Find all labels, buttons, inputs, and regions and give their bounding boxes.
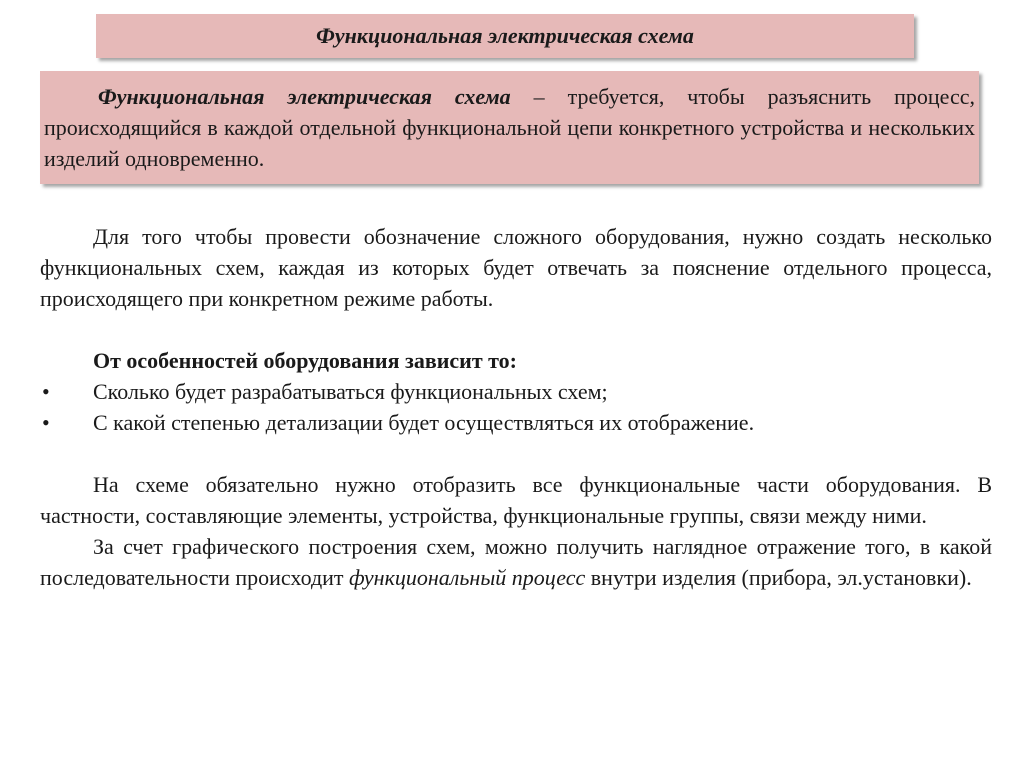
definition-term: Функциональная электрическая схема <box>98 84 511 109</box>
paragraph-intro: Для того чтобы провести обозначение сложного оборудования, нужно создать несколько функциональных схем, каждая из которых будет отвечать за пояснение отдельного процесса, происходящего при конкретном режиме работы. <box>40 224 992 311</box>
paragraph-graphic-end: внутри изделия (прибора, эл.установки). <box>585 565 972 590</box>
list-heading: От особенностей оборудования зависит то: <box>93 348 517 373</box>
slide-title-banner <box>96 14 914 58</box>
definition-box <box>40 71 979 184</box>
bullet-item-1 <box>40 376 992 407</box>
spacer <box>40 314 992 345</box>
bullet-marker: • <box>42 379 50 404</box>
bullet-text: Сколько будет разрабатываться функциональных схем; <box>93 379 608 404</box>
paragraph-graphic-start: За счет графического построения схем, можно получить наглядное отражение того, в какой последовательности происходит <box>40 534 992 590</box>
paragraph-graphic <box>40 531 992 593</box>
slide-title: Функциональная электрическая схема <box>316 23 694 48</box>
paragraph-parts: На схеме обязательно нужно отобразить все функциональные части оборудования. В частности, составляющие элементы, устройства, функциональные группы, связи между ними. <box>40 472 992 528</box>
definition-paragraph <box>44 81 975 174</box>
definition-text: – требуется, чтобы разъяснить процесс, происходящийся в каждой отдельной функциональной цепи конкретного устройства и нескольких изделий одновременно. <box>44 84 976 171</box>
paragraph-graphic-italic: функциональный процесс <box>349 565 586 590</box>
spacer <box>40 438 992 469</box>
bullet-item-2 <box>40 407 992 438</box>
bullet-marker: • <box>42 410 50 435</box>
bullet-text: С какой степенью детализации будет осуществляться их отображение. <box>93 410 755 435</box>
slide-body <box>40 221 992 593</box>
